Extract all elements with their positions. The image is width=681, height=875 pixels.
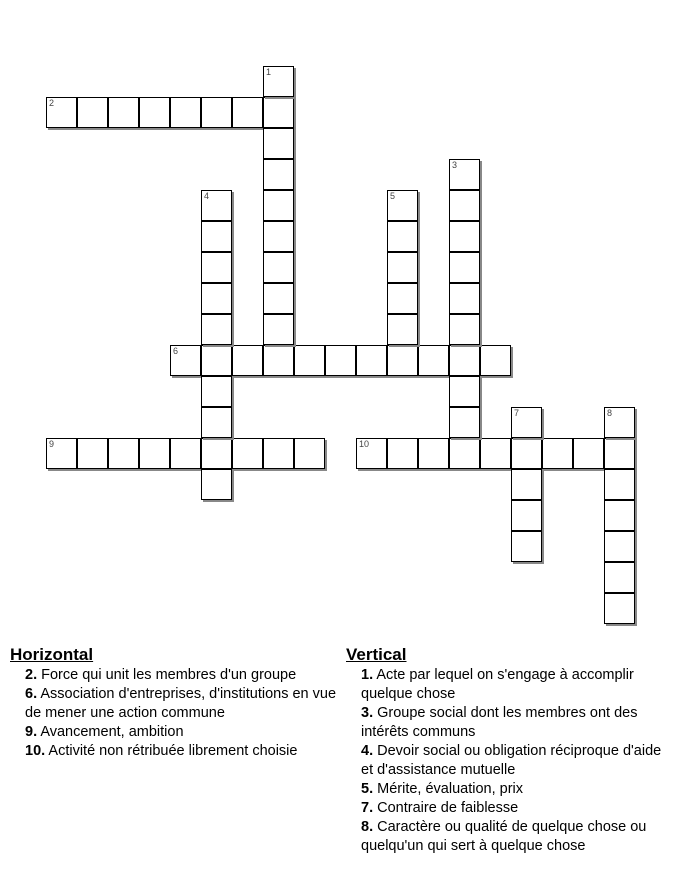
down-clue-list <box>346 666 676 856</box>
grid-cell[interactable] <box>604 407 635 438</box>
grid-cell[interactable] <box>201 345 232 376</box>
grid-cell[interactable] <box>263 159 294 190</box>
clue-number: 4. <box>361 743 374 759</box>
grid-cell[interactable] <box>387 345 418 376</box>
grid-cell[interactable] <box>77 97 108 128</box>
clue-number: 7. <box>361 800 374 816</box>
clue-text: Avancement, ambition <box>40 724 184 740</box>
grid-cell[interactable] <box>449 345 480 376</box>
clue-text: Acte par lequel on s'engage à accomplir quelque chose <box>361 667 634 702</box>
grid-cell[interactable] <box>387 314 418 345</box>
grid-cell[interactable] <box>108 97 139 128</box>
grid-cell[interactable] <box>356 345 387 376</box>
grid-cell[interactable] <box>387 221 418 252</box>
grid-cell[interactable] <box>294 438 325 469</box>
grid-cell[interactable] <box>232 438 263 469</box>
clue-number: 2. <box>25 667 38 683</box>
grid-cell[interactable] <box>387 190 418 221</box>
clue-text: Association d'entreprises, d'institutions en vue de mener une action commune <box>25 686 337 721</box>
clue-number: 10. <box>25 743 46 759</box>
grid-cell[interactable] <box>511 469 542 500</box>
grid-cell[interactable] <box>449 190 480 221</box>
grid-cell[interactable] <box>480 345 511 376</box>
clue-number: 8. <box>361 819 374 835</box>
grid-cell[interactable] <box>139 438 170 469</box>
grid-cell[interactable] <box>201 469 232 500</box>
across-clue <box>25 666 340 685</box>
down-heading: Vertical <box>346 645 407 664</box>
down-clue <box>361 799 676 818</box>
grid-cell[interactable] <box>604 438 635 469</box>
clue-number: 6. <box>25 686 38 702</box>
clue-text: Activité non rétribuée librement choisie <box>48 743 298 759</box>
grid-cell[interactable] <box>263 97 294 128</box>
grid-cell[interactable] <box>511 438 542 469</box>
cell-number: 7 <box>514 408 520 418</box>
grid-cell[interactable] <box>449 283 480 314</box>
grid-cell[interactable] <box>263 345 294 376</box>
cell-number: 4 <box>204 191 210 201</box>
grid-cell[interactable] <box>201 97 232 128</box>
grid-cell[interactable] <box>604 469 635 500</box>
down-clue <box>361 666 676 704</box>
grid-cell[interactable] <box>573 438 604 469</box>
grid-cell[interactable] <box>232 345 263 376</box>
grid-cell[interactable] <box>46 97 77 128</box>
grid-cell[interactable] <box>449 221 480 252</box>
cell-number: 10 <box>359 439 370 449</box>
across-clue <box>25 723 340 742</box>
grid-cell[interactable] <box>263 314 294 345</box>
clue-number: 5. <box>361 781 374 797</box>
grid-cell[interactable] <box>263 190 294 221</box>
cell-number: 6 <box>173 346 179 356</box>
grid-cell[interactable] <box>480 438 511 469</box>
down-clue <box>361 780 676 799</box>
grid-cell[interactable] <box>201 438 232 469</box>
grid-cell[interactable] <box>77 438 108 469</box>
grid-cell[interactable] <box>201 376 232 407</box>
grid-cell[interactable] <box>46 438 77 469</box>
grid-cell[interactable] <box>263 128 294 159</box>
grid-cell[interactable] <box>263 221 294 252</box>
clue-number: 9. <box>25 724 38 740</box>
clue-text: Groupe social dont les membres ont des intérêts communs <box>361 705 638 740</box>
grid-cell[interactable] <box>170 438 201 469</box>
grid-cell[interactable] <box>604 500 635 531</box>
across-clue <box>25 742 340 761</box>
grid-cell[interactable] <box>511 531 542 562</box>
grid-cell[interactable] <box>201 190 232 221</box>
grid-cell[interactable] <box>511 407 542 438</box>
grid-cell[interactable] <box>542 438 573 469</box>
grid-cell[interactable] <box>604 593 635 624</box>
grid-cell[interactable] <box>170 345 201 376</box>
grid-cell[interactable] <box>449 252 480 283</box>
grid-cell[interactable] <box>263 252 294 283</box>
grid-cell[interactable] <box>201 252 232 283</box>
grid-cell[interactable] <box>449 314 480 345</box>
grid-cell[interactable] <box>201 407 232 438</box>
grid-cell[interactable] <box>201 314 232 345</box>
grid-cell[interactable] <box>294 345 325 376</box>
grid-cell[interactable] <box>418 438 449 469</box>
down-clues <box>346 645 676 856</box>
cell-number: 8 <box>607 408 613 418</box>
grid-cell[interactable] <box>325 345 356 376</box>
grid-cell[interactable] <box>604 562 635 593</box>
across-clues <box>10 645 340 761</box>
grid-cell[interactable] <box>263 438 294 469</box>
grid-cell[interactable] <box>108 438 139 469</box>
clue-text: Contraire de faiblesse <box>377 800 519 816</box>
clue-text: Devoir social ou obligation réciproque d'aide et d'assistance mutuelle <box>361 743 662 778</box>
grid-cell[interactable] <box>449 438 480 469</box>
clue-text: Caractère ou qualité de quelque chose ou quelqu'un qui sert à quelque chose <box>361 819 647 854</box>
grid-cell[interactable] <box>449 159 480 190</box>
grid-cell[interactable] <box>387 283 418 314</box>
grid-cell[interactable] <box>511 500 542 531</box>
clue-text: Mérite, évaluation, prix <box>377 781 523 797</box>
grid-cell[interactable] <box>170 97 201 128</box>
grid-cell[interactable] <box>263 66 294 97</box>
cell-number: 5 <box>390 191 396 201</box>
clue-number: 3. <box>361 705 374 721</box>
grid-cell[interactable] <box>449 407 480 438</box>
across-heading: Horizontal <box>10 645 94 664</box>
grid-cell[interactable] <box>263 283 294 314</box>
grid-cell[interactable] <box>387 252 418 283</box>
grid-cell[interactable] <box>232 97 263 128</box>
cell-number: 9 <box>49 439 55 449</box>
grid-cell[interactable] <box>387 438 418 469</box>
cell-number: 3 <box>452 160 458 170</box>
grid-cell[interactable] <box>201 283 232 314</box>
cell-number: 1 <box>266 67 272 77</box>
grid-cell[interactable] <box>449 376 480 407</box>
across-clue-list <box>10 666 340 761</box>
across-clue <box>25 685 340 723</box>
grid-cell[interactable] <box>604 531 635 562</box>
down-clue <box>361 704 676 742</box>
grid-cell[interactable] <box>418 345 449 376</box>
down-clue <box>361 818 676 856</box>
grid-cell[interactable] <box>139 97 170 128</box>
cell-number: 2 <box>49 98 55 108</box>
clue-number: 1. <box>361 667 374 683</box>
down-clue <box>361 742 676 780</box>
grid-cell[interactable] <box>201 221 232 252</box>
clue-text: Force qui unit les membres d'un groupe <box>41 667 297 683</box>
grid-cell[interactable] <box>356 438 387 469</box>
